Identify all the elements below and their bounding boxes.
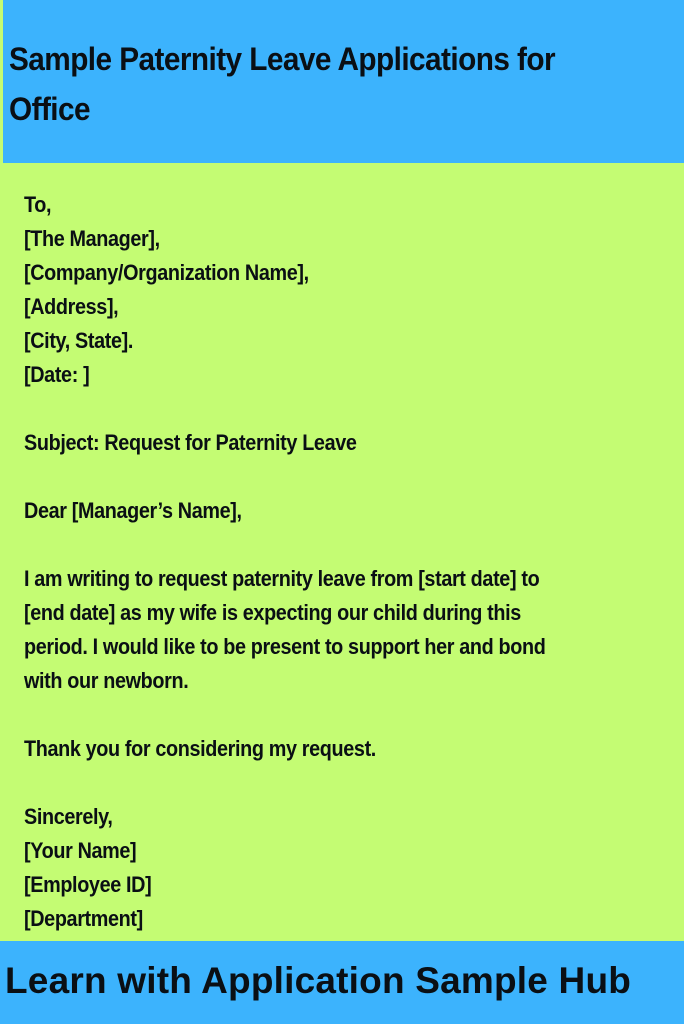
signoff-closing: Sincerely, bbox=[24, 804, 113, 829]
recipient-company: [Company/Organization Name], bbox=[24, 260, 309, 285]
recipient-city-state: [City, State]. bbox=[24, 328, 134, 353]
letter-date: [Date: ] bbox=[24, 362, 90, 387]
body-line-3: period. I would like to be present to support her and bond bbox=[24, 634, 546, 659]
recipient-address: [Address], bbox=[24, 294, 119, 319]
footer-banner bbox=[0, 941, 684, 1024]
recipient-to: To, bbox=[24, 192, 52, 217]
spacer bbox=[24, 392, 674, 426]
body-line-4: with our newborn. bbox=[24, 668, 189, 693]
header-banner bbox=[3, 0, 684, 163]
signoff-department: [Department] bbox=[24, 906, 143, 931]
recipient-manager: [The Manager], bbox=[24, 226, 160, 251]
spacer bbox=[24, 698, 674, 732]
body-line-2: [end date] as my wife is expecting our child during this bbox=[24, 600, 521, 625]
spacer bbox=[24, 460, 674, 494]
letter-thanks: Thank you for considering my request. bbox=[24, 736, 376, 761]
footer-text: Learn with Application Sample Hub bbox=[5, 960, 632, 1001]
body-line-1: I am writing to request paternity leave from [start date] to bbox=[24, 566, 540, 591]
letter-greeting: Dear [Manager’s Name], bbox=[24, 498, 242, 523]
page-title: Sample Paternity Leave Applications for Office bbox=[9, 41, 556, 127]
signoff-employee-id: [Employee ID] bbox=[24, 872, 152, 897]
spacer bbox=[24, 528, 674, 562]
letter-subject: Subject: Request for Paternity Leave bbox=[24, 430, 357, 455]
letter-body bbox=[24, 188, 674, 936]
spacer bbox=[24, 766, 674, 800]
signoff-name: [Your Name] bbox=[24, 838, 137, 863]
